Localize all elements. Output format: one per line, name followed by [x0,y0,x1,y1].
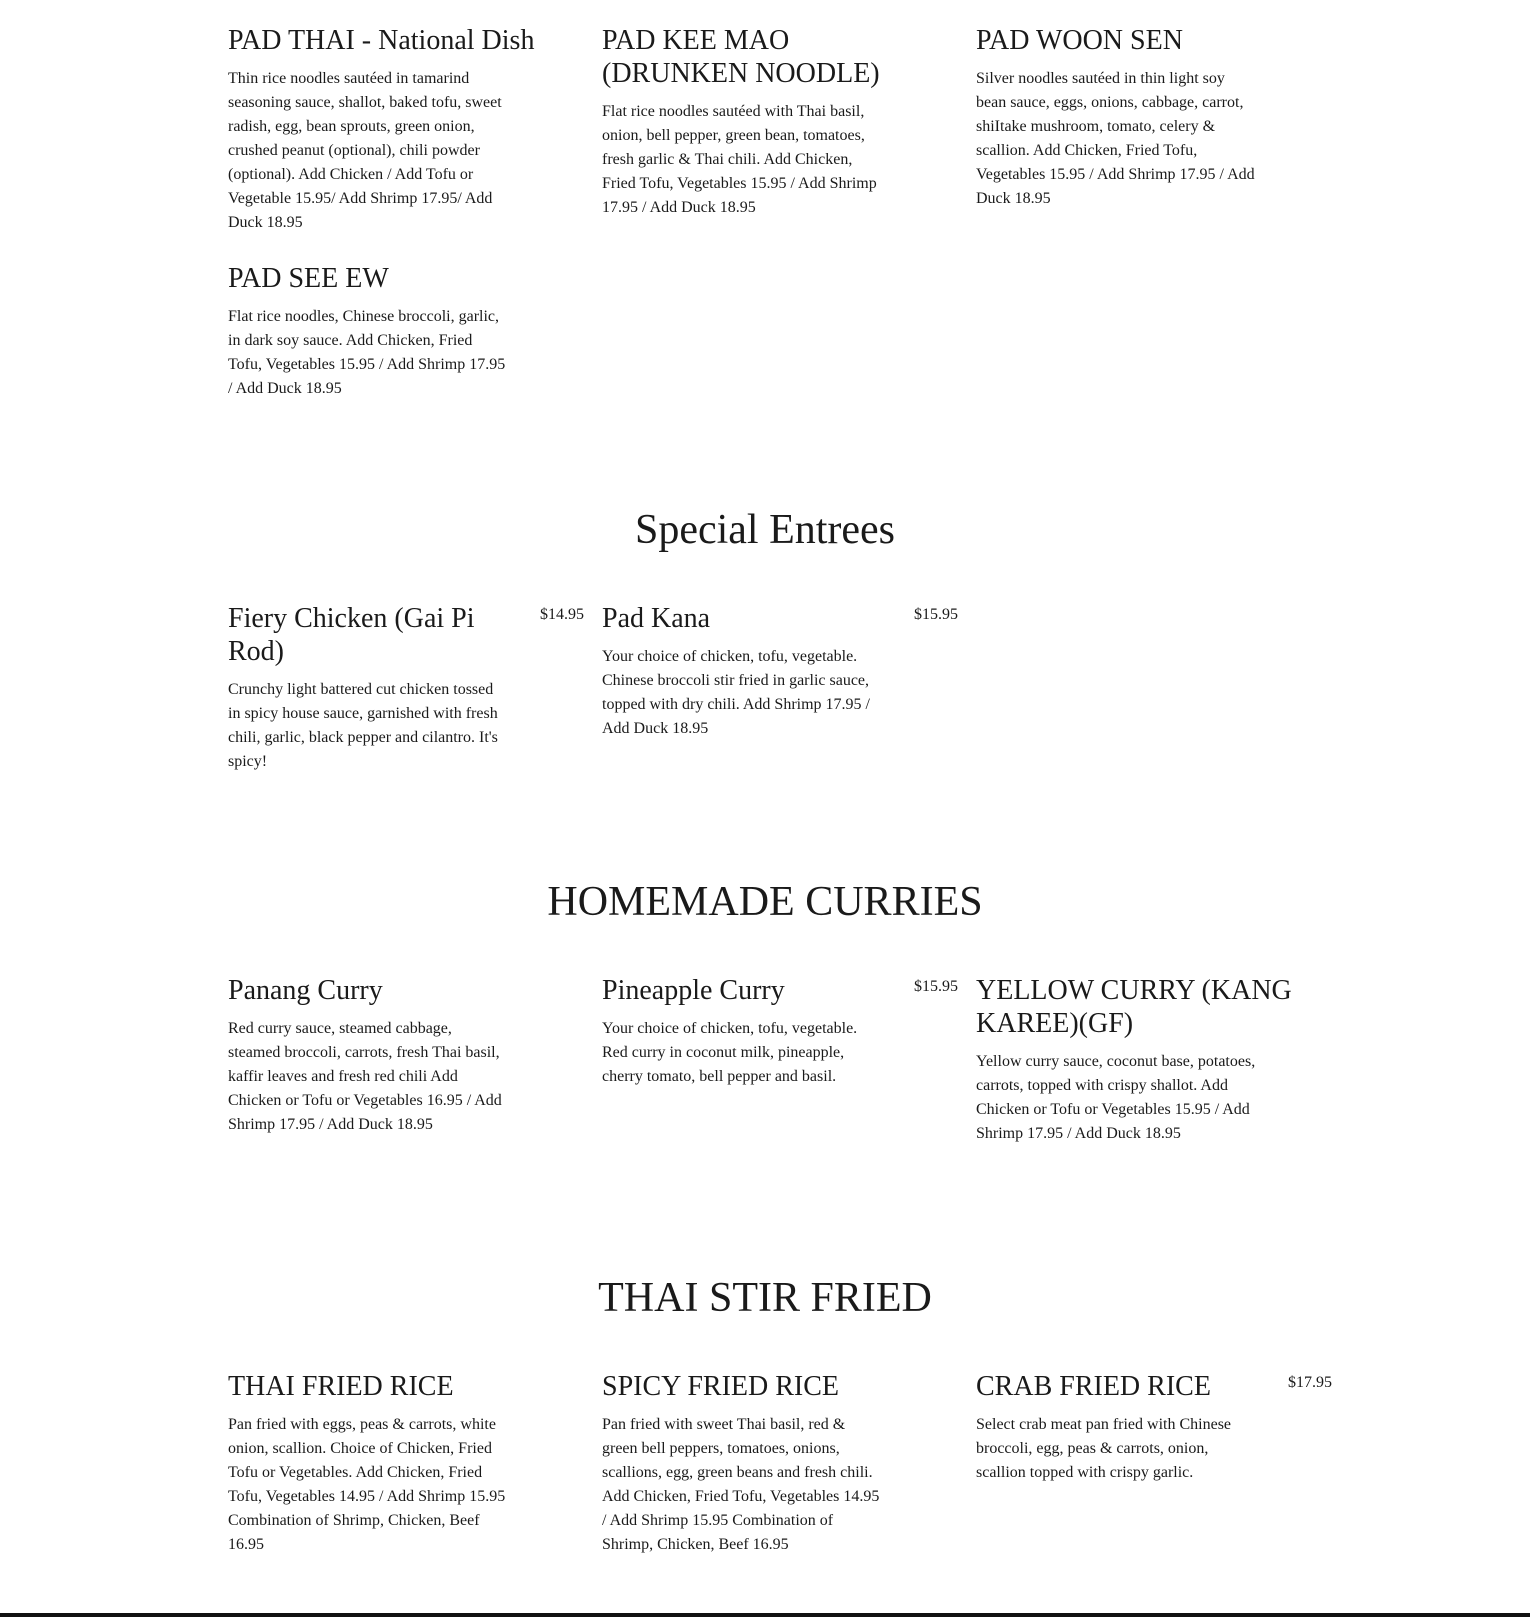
menu-item-description: Crunchy light battered cut chicken tossed in spicy house sauce, garnished with fresh chili, garlic, black pepper and cilantro. It's spicy! [228,681,498,770]
menu-item-name: Pineapple Curry [602,975,785,1006]
menu-item-header [602,24,932,90]
menu-item-description: Your choice of chicken, tofu, vegetable. Red curry in coconut milk, pineapple, cherry tomato, bell pepper and basil. [602,1020,858,1085]
menu-item-panang-curry [228,974,558,1137]
menu-item-price: $14.95 [540,606,584,623]
menu-item-name: PAD SEE EW [228,263,389,294]
menu-item-thai-fried-rice [228,1370,558,1557]
footer-divider [0,1613,1530,1617]
menu-item-name: THAI FRIED RICE [228,1371,454,1402]
menu-item-header [602,974,958,1007]
menu-item-pad-kana [602,602,958,741]
menu-item-header [228,1370,558,1403]
menu-item-price: $15.95 [914,978,958,995]
menu-item-pad-kee-mao [602,24,932,220]
menu-item-name: PAD KEE MAO (DRUNKEN NOODLE) [602,25,880,89]
menu-item-header [976,1370,1332,1403]
menu-item-description: Yellow curry sauce, coconut base, potatoes, carrots, topped with crispy shallot. Add Chicken or Tofu or Vegetables 15.95 / Add Shrimp 17.95 / Add Duck 18.95 [976,1053,1256,1142]
menu-item-yellow-curry [976,974,1306,1146]
menu-item-pad-woon-sen [976,24,1306,211]
menu-item-header [976,24,1306,57]
menu-item-name: YELLOW CURRY (KANG KAREE)(GF) [976,975,1292,1039]
menu-item-description: Your choice of chicken, tofu, vegetable. Chinese broccoli stir fried in garlic sauce, topped with dry chili. Add Shrimp 17.95 / Add Duck 18.95 [602,648,870,737]
menu-item-header [228,24,558,57]
menu-item-description: Pan fried with sweet Thai basil, red & green bell peppers, tomatoes, onions, scallions, egg, green beans and fresh chili. Add Chicken, Fried Tofu, Vegetables 14.95 / Add Shrimp 15.95 Combination of Shrimp, Chicken, Beef 16.95 [602,1416,880,1553]
menu-item-header [228,974,558,1007]
section-title-homemade-curries: HOMEMADE CURRIES [547,879,983,925]
menu-item-header [602,1370,932,1403]
section-title-thai-stir-fried: THAI STIR FRIED [598,1275,932,1321]
menu-item-price: $15.95 [914,606,958,623]
menu-item-fiery-chicken [228,602,584,774]
menu-item-description: Silver noodles sautéed in thin light soy bean sauce, eggs, onions, cabbage, carrot, shiItake mushroom, tomato, celery & scallion. Add Chicken, Fried Tofu, Vegetables 15.95 / Add Shrimp 17.95 / Add Duck 18.95 [976,70,1255,207]
menu-item-price: $17.95 [1288,1374,1332,1391]
menu-item-name: SPICY FRIED RICE [602,1371,840,1402]
section-title-special-entrees: Special Entrees [634,507,896,553]
menu-item-name: CRAB FRIED RICE [976,1371,1211,1402]
menu-item-header [228,262,558,295]
menu-item-name: PAD WOON SEN [976,25,1183,56]
menu-item-pineapple-curry [602,974,958,1089]
menu-item-description: Pan fried with eggs, peas & carrots, white onion, scallion. Choice of Chicken, Fried Tofu or Vegetables. Add Chicken, Fried Tofu, Vegetables 14.95 / Add Shrimp 15.95 Combination of Shrimp, Chicken, Beef 16.95 [228,1416,506,1553]
menu-item-spicy-fried-rice [602,1370,932,1557]
menu-item-description: Select crab meat pan fried with Chinese broccoli, egg, peas & carrots, onion, scallion topped with crispy garlic. [976,1416,1232,1481]
menu-item-name: Fiery Chicken (Gai Pi Rod) [228,603,475,667]
menu-item-description: Thin rice noodles sautéed in tamarind seasoning sauce, shallot, baked tofu, sweet radish, egg, bean sprouts, green onion, crushed peanut (optional), chili powder (optional). Add Chicken / Add Tofu or Vegetable 15.95/ Add Shrimp 17.95/ Add Duck 18.95 [228,70,502,231]
menu-item-header [602,602,958,635]
menu-item-description: Flat rice noodles sautéed with Thai basil, onion, bell pepper, green bean, tomatoes, fresh garlic & Thai chili. Add Chicken, Fried Tofu, Vegetables 15.95 / Add Shrimp 17.95 / Add Duck 18.95 [602,103,877,216]
menu-item-description: Red curry sauce, steamed cabbage, steamed broccoli, carrots, fresh Thai basil, kaffir leaves and fresh red chili Add Chicken or Tofu or Vegetables 16.95 / Add Shrimp 17.95 / Add Duck 18.95 [228,1020,502,1133]
menu-item-name: Pad Kana [602,603,711,634]
menu-item-crab-fried-rice [976,1370,1332,1485]
menu-item-header [976,974,1306,1040]
menu-item-header [228,602,584,668]
menu-item-name: PAD THAI - National Dish [228,25,535,56]
menu-item-name: Panang Curry [228,975,383,1006]
menu-item-pad-see-ew [228,262,558,401]
menu-item-description: Flat rice noodles, Chinese broccoli, garlic, in dark soy sauce. Add Chicken, Fried Tofu, Vegetables 15.95 / Add Shrimp 17.95 / Add Duck 18.95 [228,308,506,397]
menu-item-pad-thai [228,24,558,235]
